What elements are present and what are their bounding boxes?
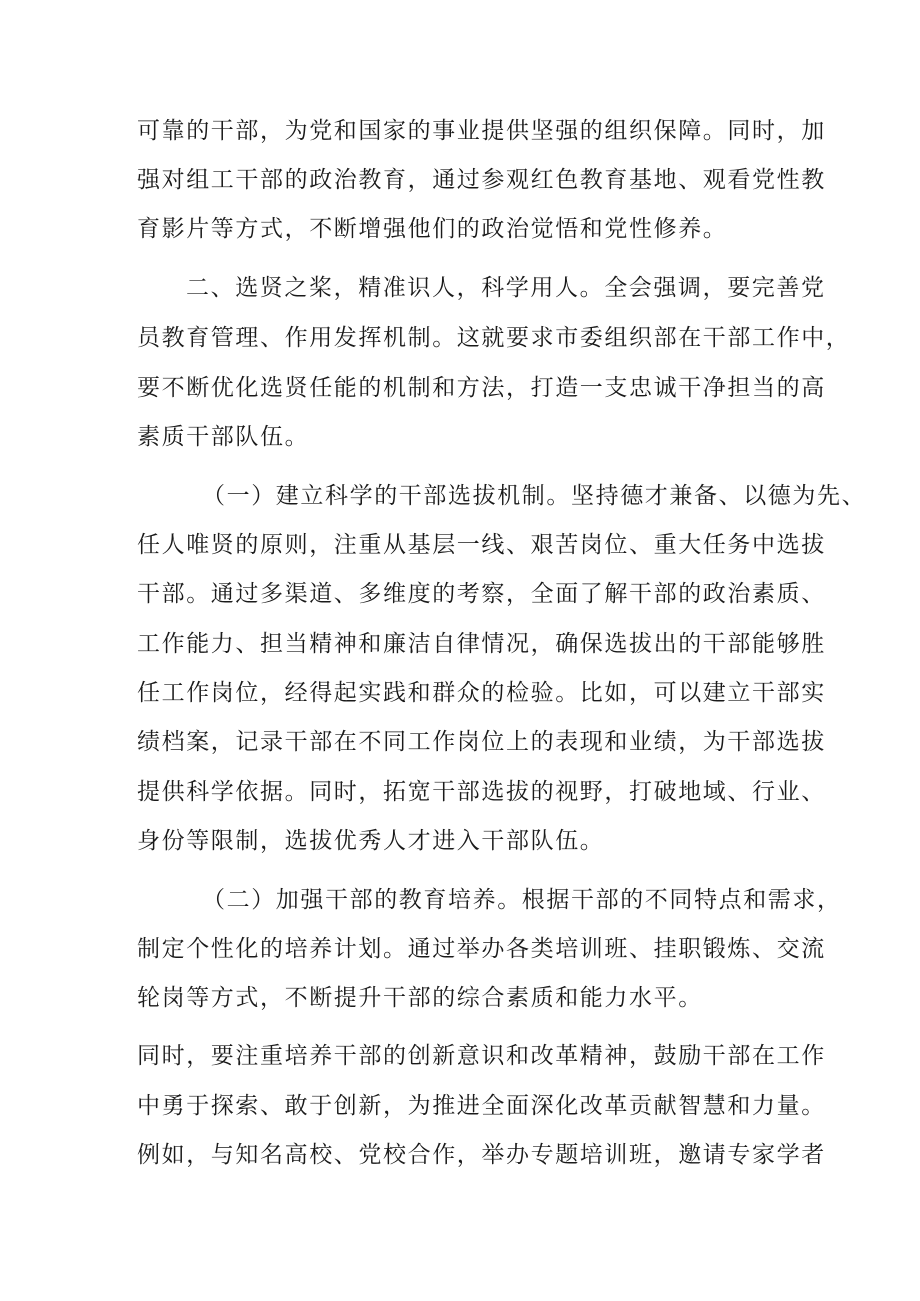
subsection-heading-line: （一）建立科学的干部选拔机制。坚持德才兼备、以德为先、 (202, 483, 867, 509)
text-line: 任工作岗位，经得起实践和群众的检验。比如，可以建立干部实 (137, 680, 826, 706)
text-line: 例如，与知名高校、党校合作，举办专题培训班，邀请专家学者 (137, 1142, 826, 1168)
text-line: 身份等限制，选拔优秀人才进入干部队伍。 (137, 828, 605, 854)
text-line: 育影片等方式，不断增强他们的政治觉悟和党性修养。 (137, 216, 728, 242)
text-line: 任人唯贤的原则，注重从基层一线、艰苦岗位、重大任务中选拔 (137, 532, 826, 558)
text-line: 可靠的干部，为党和国家的事业提供坚强的组织保障。同时，加 (137, 118, 826, 144)
text-line: 中勇于探索、敢于创新，为推进全面深化改革贡献智慧和力量。 (137, 1093, 826, 1119)
text-line: 员教育管理、作用发挥机制。这就要求市委组织部在干部工作中， (137, 325, 851, 351)
section-heading-line: 二、选贤之桨，精准识人，科学用人。全会强调，要完善党 (186, 275, 826, 301)
subsection-heading-line: （二）加强干部的教育培养。根据干部的不同特点和需求， (202, 887, 842, 913)
text-line: 轮岗等方式，不断提升干部的综合素质和能力水平。 (137, 985, 703, 1011)
text-line: 工作能力、担当精神和廉洁自律情况，确保选拔出的干部能够胜 (137, 631, 826, 657)
text-line: 提供科学依据。同时，拓宽干部选拔的视野，打破地域、行业、 (137, 779, 826, 805)
text-line: 同时，要注重培养干部的创新意识和改革精神，鼓励干部在工作 (137, 1043, 826, 1069)
text-line: 制定个性化的培养计划。通过举办各类培训班、挂职锻炼、交流 (137, 936, 826, 962)
text-line: 强对组工干部的政治教育，通过参观红色教育基地、观看党性教 (137, 167, 826, 193)
text-line: 素质干部队伍。 (137, 424, 310, 450)
text-line: 要不断优化选贤任能的机制和方法，打造一支忠诚干净担当的高 (137, 375, 826, 401)
text-line: 干部。通过多渠道、多维度的考察，全面了解干部的政治素质、 (137, 581, 826, 607)
text-line: 绩档案，记录干部在不同工作岗位上的表现和业绩，为干部选拔 (137, 729, 826, 755)
